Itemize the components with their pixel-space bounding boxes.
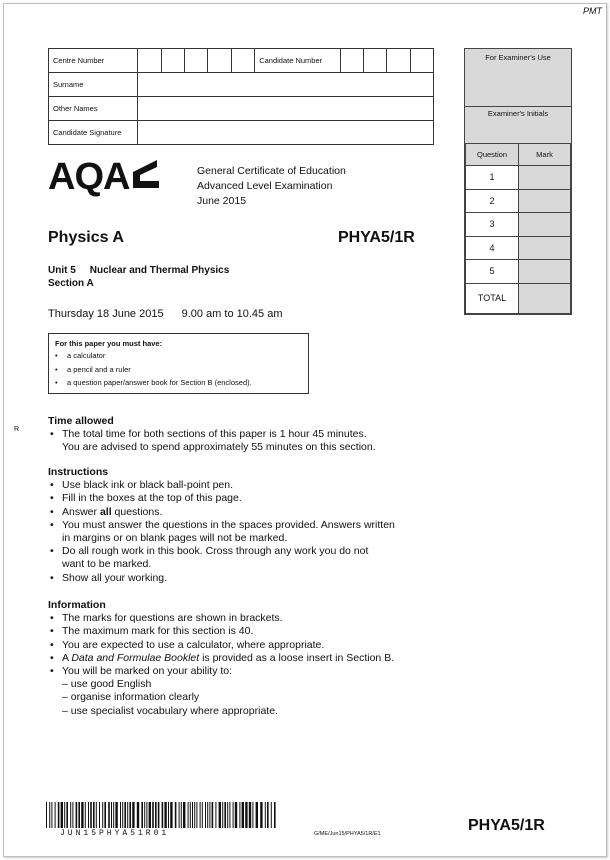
barcode-bar xyxy=(141,802,143,828)
centre-number-label: Centre Number xyxy=(49,49,138,73)
barcode-bar xyxy=(113,802,114,828)
barcode-bar xyxy=(245,802,247,828)
barcode-bar xyxy=(242,802,244,828)
surname-label: Surname xyxy=(49,73,138,97)
centre-number-cell[interactable] xyxy=(161,49,184,73)
barcode-bar xyxy=(224,802,226,828)
barcode-bar xyxy=(127,802,128,828)
question-number: 1 xyxy=(466,166,519,190)
information-subitem: – use specialist vocabulary where appropriate. xyxy=(62,704,278,717)
instructions-section xyxy=(48,466,428,585)
barcode-bar xyxy=(152,802,154,828)
barcode-bar xyxy=(200,802,201,828)
barcode-bar xyxy=(190,802,191,828)
barcode-bar xyxy=(205,802,206,828)
barcode-bar xyxy=(78,802,80,828)
paper-title: Physics A xyxy=(48,229,124,246)
other-names-label: Other Names xyxy=(49,97,138,121)
mark-cell[interactable] xyxy=(519,166,571,190)
instruction-item: • Use black ink or black ball-point pen. xyxy=(48,479,428,492)
barcode-bar xyxy=(132,802,134,828)
margin-mark: R xyxy=(14,426,20,433)
barcode-bar xyxy=(233,802,234,828)
exam-date-time xyxy=(48,308,283,320)
candidate-details-box xyxy=(48,48,434,145)
barcode-bar xyxy=(70,802,71,828)
barcode-bar xyxy=(219,802,221,828)
question-number: 3 xyxy=(466,213,519,237)
marks-table xyxy=(465,143,571,314)
barcode-bar xyxy=(271,802,272,828)
barcode-bar xyxy=(149,802,151,828)
barcode-bar xyxy=(235,802,237,828)
other-names-field[interactable] xyxy=(138,97,434,121)
barcode-bar xyxy=(124,802,126,828)
total-label: TOTAL xyxy=(466,283,519,313)
barcode-bar xyxy=(129,802,131,828)
barcode-bar xyxy=(168,802,169,828)
unit-name: Nuclear and Thermal Physics xyxy=(89,265,230,276)
aqa-logo xyxy=(48,158,161,196)
information-item: • You are expected to use a calculator, where appropriate. xyxy=(48,639,428,652)
barcode-bar xyxy=(144,802,145,828)
barcode-bar xyxy=(175,802,177,828)
barcode-bar xyxy=(239,802,240,828)
materials-item: • a question paper/answer book for Section B (enclosed). xyxy=(55,376,302,390)
corner-label: PMT xyxy=(583,6,602,16)
information-item: • The maximum mark for this section is 40. xyxy=(48,625,428,638)
barcode-bar xyxy=(158,802,160,828)
candidate-number-label: Candidate Number xyxy=(255,49,340,73)
barcode-bar xyxy=(99,802,100,828)
instruction-item: in margins or on blank pages will not be marked. xyxy=(62,532,288,545)
qualification-line: General Certificate of Education xyxy=(197,165,346,177)
barcode-bar xyxy=(46,802,47,828)
barcode-bar xyxy=(58,802,60,828)
logo-text: AQA xyxy=(48,156,130,198)
barcode-bar xyxy=(111,802,112,828)
section-label: Section A xyxy=(48,278,94,289)
examiner-use-title: For Examiner's Use xyxy=(465,49,571,107)
paper-reference: G/ME/Jun15/PHYA5/1R/E1 xyxy=(314,831,381,837)
barcode-bar xyxy=(64,802,65,828)
instruction-item: • You must answer the questions in the spaces provided. Answers written xyxy=(48,519,428,532)
barcode-bar xyxy=(102,802,103,828)
centre-number-cell[interactable] xyxy=(231,49,254,73)
instructions-heading: Instructions xyxy=(48,466,109,478)
instruction-item: • Fill in the boxes at the top of this page. xyxy=(48,492,428,505)
qualification-line: Advanced Level Examination xyxy=(197,180,333,192)
question-number: 2 xyxy=(466,189,519,213)
mark-header: Mark xyxy=(519,144,571,166)
information-item: • You will be marked on your ability to: xyxy=(48,665,428,678)
logo-mark-icon xyxy=(131,158,161,190)
barcode-bar xyxy=(170,802,172,828)
barcode-bar xyxy=(194,802,195,828)
paper-code: PHYA5/1R xyxy=(338,229,415,246)
materials-heading: For this paper you must have: xyxy=(55,339,163,348)
exam-session: June 2015 xyxy=(197,195,247,207)
barcode-bar xyxy=(183,802,185,828)
mark-cell[interactable] xyxy=(519,213,571,237)
information-heading: Information xyxy=(48,599,106,611)
time-allowed-heading: Time allowed xyxy=(48,415,114,427)
information-subitem: – organise information clearly xyxy=(62,691,200,704)
barcode-bar xyxy=(93,802,95,828)
barcode-bar xyxy=(96,802,97,828)
barcode-bar xyxy=(72,802,73,828)
centre-number-cell[interactable] xyxy=(138,49,161,73)
barcode-bar xyxy=(85,802,86,828)
barcode-bar xyxy=(49,802,50,828)
barcode-bar xyxy=(249,802,251,828)
barcode-bar xyxy=(265,802,266,828)
barcode-bar xyxy=(137,802,139,828)
barcode-bar xyxy=(76,802,78,828)
qualification-block xyxy=(197,164,346,209)
barcode-bar xyxy=(179,802,180,828)
barcode-bar xyxy=(104,802,106,828)
candidate-number-cell[interactable] xyxy=(340,49,363,73)
barcode-bar xyxy=(61,802,63,828)
materials-box xyxy=(48,333,309,394)
barcode-bar xyxy=(192,802,193,828)
instruction-item: • Answer all questions. xyxy=(48,506,428,519)
mark-cell[interactable] xyxy=(519,260,571,284)
surname-field[interactable] xyxy=(138,73,434,97)
barcode-bar xyxy=(256,802,258,828)
barcode-bar xyxy=(181,802,182,828)
barcode-bar xyxy=(155,802,157,828)
barcode-bar xyxy=(88,802,89,828)
centre-number-cell[interactable] xyxy=(185,49,208,73)
barcode-bar xyxy=(274,802,276,828)
barcode-bar xyxy=(162,802,164,828)
barcode-bar xyxy=(222,802,223,828)
exam-date: Thursday 18 June 2015 xyxy=(48,308,164,320)
barcode-bar xyxy=(188,802,189,828)
barcode-bar xyxy=(146,802,147,828)
information-item: • A Data and Formulae Booklet is provided as a loose insert in Section B. xyxy=(48,652,428,665)
signature-field[interactable] xyxy=(138,121,434,145)
barcode-bar xyxy=(115,802,117,828)
barcode-bar xyxy=(81,802,83,828)
barcode-bar xyxy=(215,802,216,828)
candidate-number-cell[interactable] xyxy=(387,49,410,73)
exam-time: 9.00 am to 10.45 am xyxy=(181,308,283,320)
barcode-bar xyxy=(120,802,121,828)
barcode-bar xyxy=(66,802,68,828)
barcode-bar xyxy=(51,802,52,828)
materials-item: • a pencil and a ruler xyxy=(55,363,302,377)
instruction-item: • Do all rough work in this book. Cross through any work you do not xyxy=(48,545,428,558)
question-header: Question xyxy=(466,144,519,166)
barcode-bar xyxy=(260,802,262,828)
barcode-bar xyxy=(212,802,214,828)
centre-number-cell[interactable] xyxy=(208,49,231,73)
mark-cell[interactable] xyxy=(519,236,571,260)
total-mark-cell[interactable] xyxy=(519,283,571,313)
information-item: • The marks for questions are shown in brackets. xyxy=(48,612,428,625)
materials-item: • a calculator xyxy=(55,349,302,363)
barcode-bar xyxy=(122,802,123,828)
information-section xyxy=(48,599,428,718)
barcode-bar xyxy=(252,802,253,828)
candidate-number-cell[interactable] xyxy=(363,49,386,73)
instruction-item: want to be marked. xyxy=(62,558,152,571)
barcode-bar xyxy=(164,802,166,828)
barcode-text: JUN15PHYA51R01 xyxy=(60,829,170,838)
barcode-bar xyxy=(227,802,228,828)
barcode-bar xyxy=(55,802,56,828)
barcode-bar xyxy=(202,802,203,828)
barcode-bar xyxy=(267,802,269,828)
time-allowed-section xyxy=(48,415,428,455)
barcode-bar xyxy=(207,802,208,828)
barcode-bar xyxy=(209,802,210,828)
examiner-initials-label: Examiner's Initials xyxy=(465,107,571,143)
candidate-number-cell[interactable] xyxy=(410,49,433,73)
barcode-icon xyxy=(46,802,276,828)
barcode-bar xyxy=(90,802,92,828)
instruction-item: • Show all your working. xyxy=(48,572,428,585)
time-allowed-line: You are advised to spend approximately 55 minutes on this section. xyxy=(62,441,376,454)
information-subitem: – use good English xyxy=(62,678,152,691)
question-number: 5 xyxy=(466,260,519,284)
question-number: 4 xyxy=(466,236,519,260)
barcode-bar xyxy=(196,802,197,828)
unit-block xyxy=(48,264,229,290)
barcode-bar xyxy=(229,802,230,828)
examiner-box xyxy=(464,48,572,315)
mark-cell[interactable] xyxy=(519,189,571,213)
barcode-bar xyxy=(108,802,110,828)
footer-paper-code: PHYA5/1R xyxy=(468,817,545,834)
signature-label: Candidate Signature xyxy=(49,121,138,145)
unit-number: Unit 5 xyxy=(48,265,76,276)
time-allowed-line: • The total time for both sections of this paper is 1 hour 45 minutes. xyxy=(48,428,428,441)
